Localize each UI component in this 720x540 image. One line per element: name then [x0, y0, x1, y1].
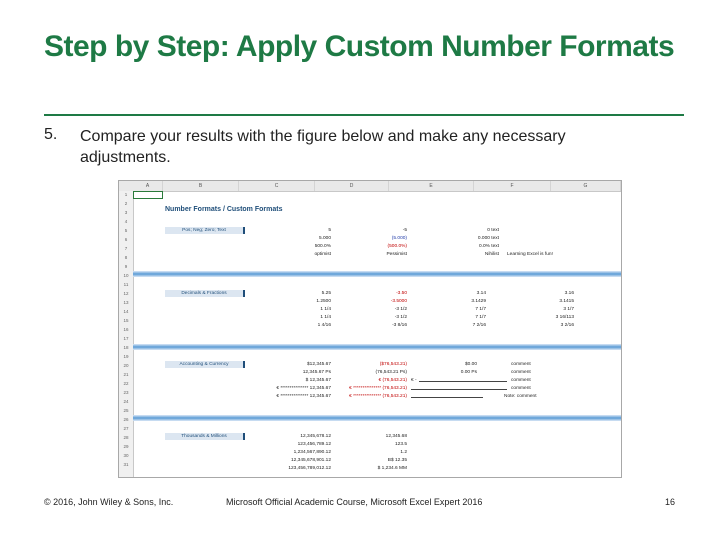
cell-acc-d5: € *************** (76,543.21)	[349, 394, 407, 399]
cell-thou-d4: B$ 12.35	[387, 458, 407, 463]
section-band	[133, 344, 621, 350]
selected-cell-a1	[133, 191, 163, 199]
row-number: 8	[124, 255, 128, 260]
cell-acc-e1: $0.00	[464, 362, 477, 367]
row-number: 9	[124, 264, 128, 269]
title-divider	[44, 114, 684, 116]
column-header-f: F	[474, 181, 551, 191]
cell-acc-c3: $ 12,345.67	[305, 378, 331, 383]
page-number: 16	[665, 497, 676, 507]
cell-thou-d5: $ 1,234.6 MM	[377, 466, 407, 471]
cell-dec-c4: 1 1/4	[320, 315, 331, 320]
cell-thou-d3: 1.2	[400, 450, 407, 455]
cell-dec-e2: 3.1429	[471, 299, 486, 304]
row-number: 14	[123, 309, 129, 314]
cell-pos-e1: 0 text	[487, 228, 499, 233]
row-number: 23	[123, 390, 129, 395]
cell-dec-d2: -3.5000	[390, 299, 407, 304]
row-number: 4	[124, 219, 128, 224]
row-number: 17	[123, 336, 129, 341]
row-number: 18	[123, 345, 129, 350]
cell-pos-c1: 5	[328, 228, 331, 233]
cell-dec-d3: -3 1/2	[394, 307, 407, 312]
cell-acc-c5: € *************** 12,345.67	[276, 394, 331, 399]
column-header-c: C	[239, 181, 315, 191]
row-number: 28	[123, 435, 129, 440]
cell-pos-d4: Pessimist	[386, 252, 407, 257]
cell-thou-c4: 12,345,678,901.12	[290, 458, 331, 463]
cell-pos-d2: (5.000)	[391, 236, 407, 241]
section-label-decimals: Decimals & Fractions	[165, 290, 245, 297]
cell-dec-e5: 7 2/16	[472, 323, 486, 328]
cell-acc-f4: comment	[511, 386, 531, 391]
cell-thou-c3: 1,234,567,890.12	[293, 450, 331, 455]
arrow-line	[411, 389, 507, 390]
step-number: 5.	[44, 126, 58, 143]
cell-dec-d1: -3.50	[396, 291, 407, 296]
row-number: 31	[123, 462, 129, 467]
slide-title: Step by Step: Apply Custom Number Formats	[44, 30, 675, 63]
row-number: 15	[123, 318, 129, 323]
cell-dec-f1: 3.16	[564, 291, 574, 296]
cell-acc-d2: (76,543.21 Ps)	[375, 370, 407, 375]
cell-pos-c2: 5.000	[318, 236, 331, 241]
cell-dec-f2: 3.1415	[559, 299, 574, 304]
cell-dec-f5: 3 2/16	[560, 323, 574, 328]
cell-pos-e4: Nihilist	[484, 252, 499, 257]
section-label-thousands: Thousands & Millions	[165, 433, 245, 440]
row-number: 1	[124, 192, 128, 197]
row-number: 13	[123, 300, 129, 305]
cell-pos-d3: (500.0%)	[387, 244, 407, 249]
row-number: 16	[123, 327, 129, 332]
row-number: 25	[123, 408, 129, 413]
cell-dec-c2: 1.2500	[316, 299, 331, 304]
cell-acc-c1: $12,345.67	[306, 362, 331, 367]
row-number: 2	[124, 201, 128, 206]
row-number: 6	[124, 237, 128, 242]
cell-acc-e2: 0.00 Ps	[460, 370, 477, 375]
cell-acc-f5: Note: comment	[504, 394, 537, 399]
cell-acc-f2: comment	[511, 370, 531, 375]
cell-pos-c4: optimist	[314, 252, 331, 257]
section-label-accounting: Accounting & Currency	[165, 361, 245, 368]
row-number: 24	[123, 399, 129, 404]
cell-dec-e1: 3.14	[476, 291, 486, 296]
cell-dec-f4: 3 16/113	[555, 315, 574, 320]
row-number: 26	[123, 417, 129, 422]
row-number: 21	[123, 372, 129, 377]
row-number: 27	[123, 426, 129, 431]
section-label-pos-neg: Pos; Neg; Zero; Text	[165, 227, 245, 234]
cell-acc-d1: ($76,543.21)	[379, 362, 407, 367]
cell-pos-e2: 0.000 text	[477, 236, 499, 241]
cell-pos-e3: 0.0% text	[479, 244, 499, 249]
cell-dec-d4: -3 1/2	[394, 315, 407, 320]
column-header-bar	[119, 181, 621, 192]
cell-acc-d3: € (76,543.21)	[378, 378, 407, 383]
cell-dec-c5: 1 4/16	[317, 323, 331, 328]
row-number: 29	[123, 444, 129, 449]
footer-copyright: © 2016, John Wiley & Sons, Inc.	[44, 497, 174, 507]
cell-dec-c3: 1 1/4	[320, 307, 331, 312]
row-number: 12	[123, 291, 129, 296]
column-header-e: E	[389, 181, 474, 191]
column-header-a: A	[133, 181, 163, 191]
cell-acc-c2: 12,345.67 Ps	[302, 370, 331, 375]
cell-thou-c1: 12,345,678.12	[300, 434, 331, 439]
step-text: Compare your results with the figure below and make any necessary adjustments.	[80, 128, 566, 166]
arrow-line	[411, 397, 483, 398]
cell-thou-c2: 123,456,789.12	[297, 442, 331, 447]
row-number: 5	[124, 228, 128, 233]
row-number: 20	[123, 363, 129, 368]
cell-thou-c5: 123,456,789,012.12	[288, 466, 331, 471]
cell-acc-e3: € -	[411, 378, 417, 383]
row-number: 11	[123, 282, 129, 287]
cell-thou-d2: 123.5	[394, 442, 407, 447]
cell-acc-d4: € *************** (76,543.21)	[349, 386, 407, 391]
column-header-b: B	[163, 181, 239, 191]
cell-acc-f1: comment	[511, 362, 531, 367]
row-number: 10	[123, 273, 129, 278]
row-number: 22	[123, 381, 129, 386]
row-number: 30	[123, 453, 129, 458]
section-band	[133, 271, 621, 277]
row-number-bar	[119, 191, 134, 477]
cell-thou-d1: 12,345.68	[385, 434, 407, 439]
cell-acc-f3: comment	[511, 378, 531, 383]
cell-dec-d5: -3 8/16	[392, 323, 407, 328]
cell-acc-c4: € *************** 12,345.67	[276, 386, 331, 391]
row-number: 19	[123, 354, 129, 359]
row-number: 3	[124, 210, 128, 215]
arrow-line	[419, 381, 507, 382]
cell-dec-e3: 7 1/7	[475, 307, 486, 312]
cell-dec-f3: 3 1/7	[563, 307, 574, 312]
footer-course: Microsoft Official Academic Course, Microsoft Excel Expert 2016	[226, 497, 483, 507]
cell-pos-d1: -5	[402, 228, 407, 233]
column-header-g: G	[551, 181, 621, 191]
spreadsheet-image	[118, 180, 622, 478]
sheet-title: Number Formats / Custom Formats	[165, 206, 283, 213]
cell-dec-c1: 5.25	[321, 291, 331, 296]
cell-pos-f4: Learning Excel is fun!	[507, 252, 553, 257]
cell-dec-e4: 7 1/7	[475, 315, 486, 320]
section-band	[133, 415, 621, 421]
row-number: 7	[124, 246, 128, 251]
column-header-d: D	[315, 181, 389, 191]
cell-pos-c3: 500.0%	[314, 244, 331, 249]
